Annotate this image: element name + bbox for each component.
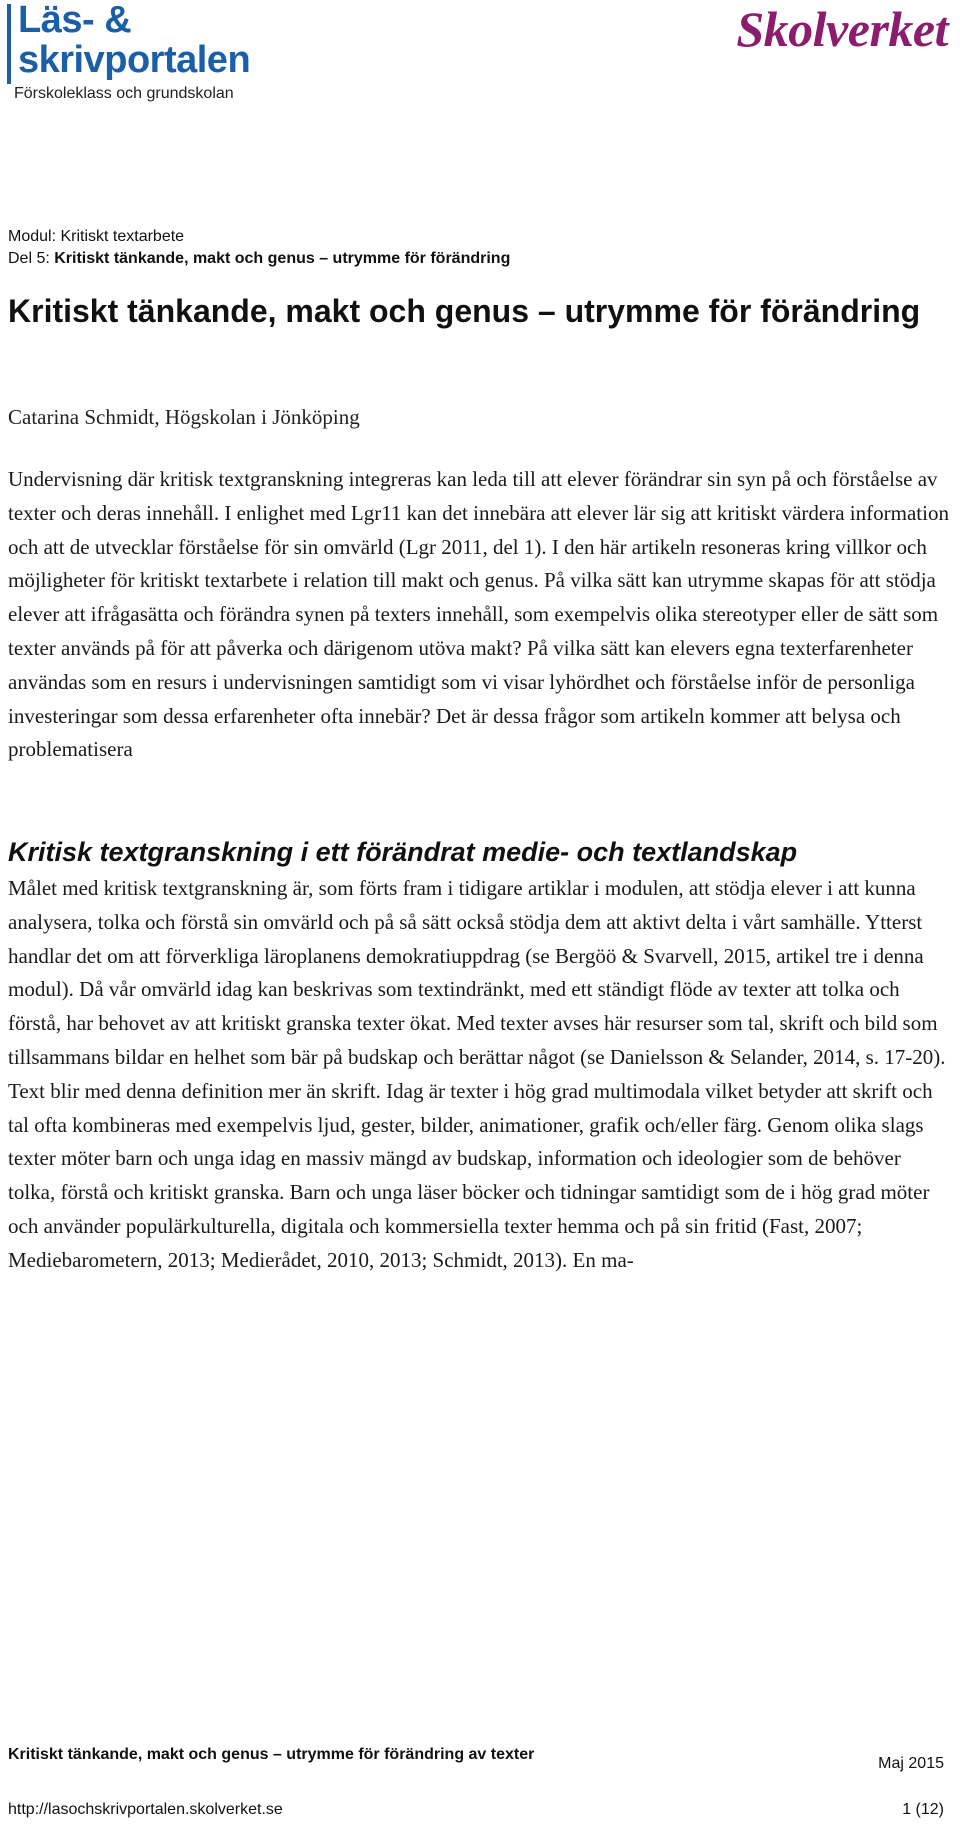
module-info [8, 226, 510, 270]
module-part [8, 248, 510, 270]
section-heading: Kritisk textgranskning i ett förändrat medie- och textlandskap [8, 837, 798, 867]
article-author: Catarina Schmidt, Högskolan i Jönköping [8, 405, 360, 429]
footer-url[interactable]: http://lasochskrivportalen.skolverket.se [8, 1801, 283, 1818]
article-title: Kritiskt tänkande, makt och genus – utrymme för förändring [8, 293, 921, 329]
logo-accent-bar [7, 4, 11, 84]
article-intro: Undervisning där kritisk textgranskning integreras kan leda till att elever förändrar sin syn på och förståelse av texter och deras innehåll. I enlighet med Lgr11 kan det innebära att elever lär sig att kritiskt värdera information och att de utvecklar förståelse för sin omvärld (Lgr 2011, del 1). I den här artikeln resoneras kring villkor och möjligheter för kritiskt textarbete i relation till makt och genus. På vilka sätt kan utrymme skapas för att stödja elever att ifrågasätta och förändra synen på texters innehåll, som exempelvis olika stereotyper eller de sätt som texter används på för att påverka och därigenom utöva makt? På vilka sätt kan elevers egna texterfarenheter användas som en resurs i undervisningen samtidigt som vi visar lyhördhet och förståelse inför de personliga investeringar som dessa erfarenheter ofta innebär? Det är dessa frågor som artikeln kommer att belysa och problematisera [8, 467, 949, 762]
footer-date: Maj 2015 [878, 1755, 944, 1772]
module-label: Modul: Kritiskt textarbete [8, 228, 185, 245]
footer-title: Kritiskt tänkande, makt och genus – utrymme för förändring av texter [8, 1746, 535, 1763]
section-body: Målet med kritisk textgranskning är, som förts fram i tidigare artiklar i modulen, att stödja elever i att kunna analysera, tolka och förstå sin omvärld och på så sätt också stödja dem att aktivt delta i vårt samhälle. Ytterst handlar det om att förverkliga läroplanens demokratiuppdrag (se Bergöö & Svarvell, 2015, artikel tre i denna modul). Då vår omvärld idag kan beskrivas som textindränkt, med ett ständigt flöde av texter att tolka och förstå, har behovet av att kritiskt granska texter ökat. Med texter avses här resurser som tal, skrift och bild som tillsammans bildar en helhet som bär på budskap och berättar något (se Danielsson & Selander, 2014, s. 17-20). Text blir med denna definition mer än skrift. Idag är texter i hög grad multimodala vilket betyder att skrift och tal ofta kombineras med exempelvis ljud, gester, bilder, animationer, grafik och/eller färg. Genom olika slags texter möter barn och unga idag en massiv mängd av budskap, information och ideologier som de behöver tolka, förstå och kritiskt granska. Barn och unga läser böcker och tidningar samtidigt som de i hög grad möter och använder populärkulturella, digitala och kommersiella texter hemma och på sin fritid (Fast, 2007; Mediebarometern, 2013; Medierådet, 2010, 2013; Schmidt, 2013). En ma- [8, 876, 946, 1272]
footer-page-number: 1 (12) [902, 1801, 944, 1818]
logo-subtitle: Förskoleklass och grundskolan [14, 85, 234, 102]
module-part-title: Kritiskt tänkande, makt och genus – utrymme för förändring [54, 250, 511, 267]
skolverket-logo: Skolverket [736, 1, 948, 57]
module-part-prefix: Del 5: [8, 250, 55, 267]
logo-text-line1: Läs- & [18, 0, 132, 41]
logo-text-line2: skrivportalen [18, 39, 251, 81]
